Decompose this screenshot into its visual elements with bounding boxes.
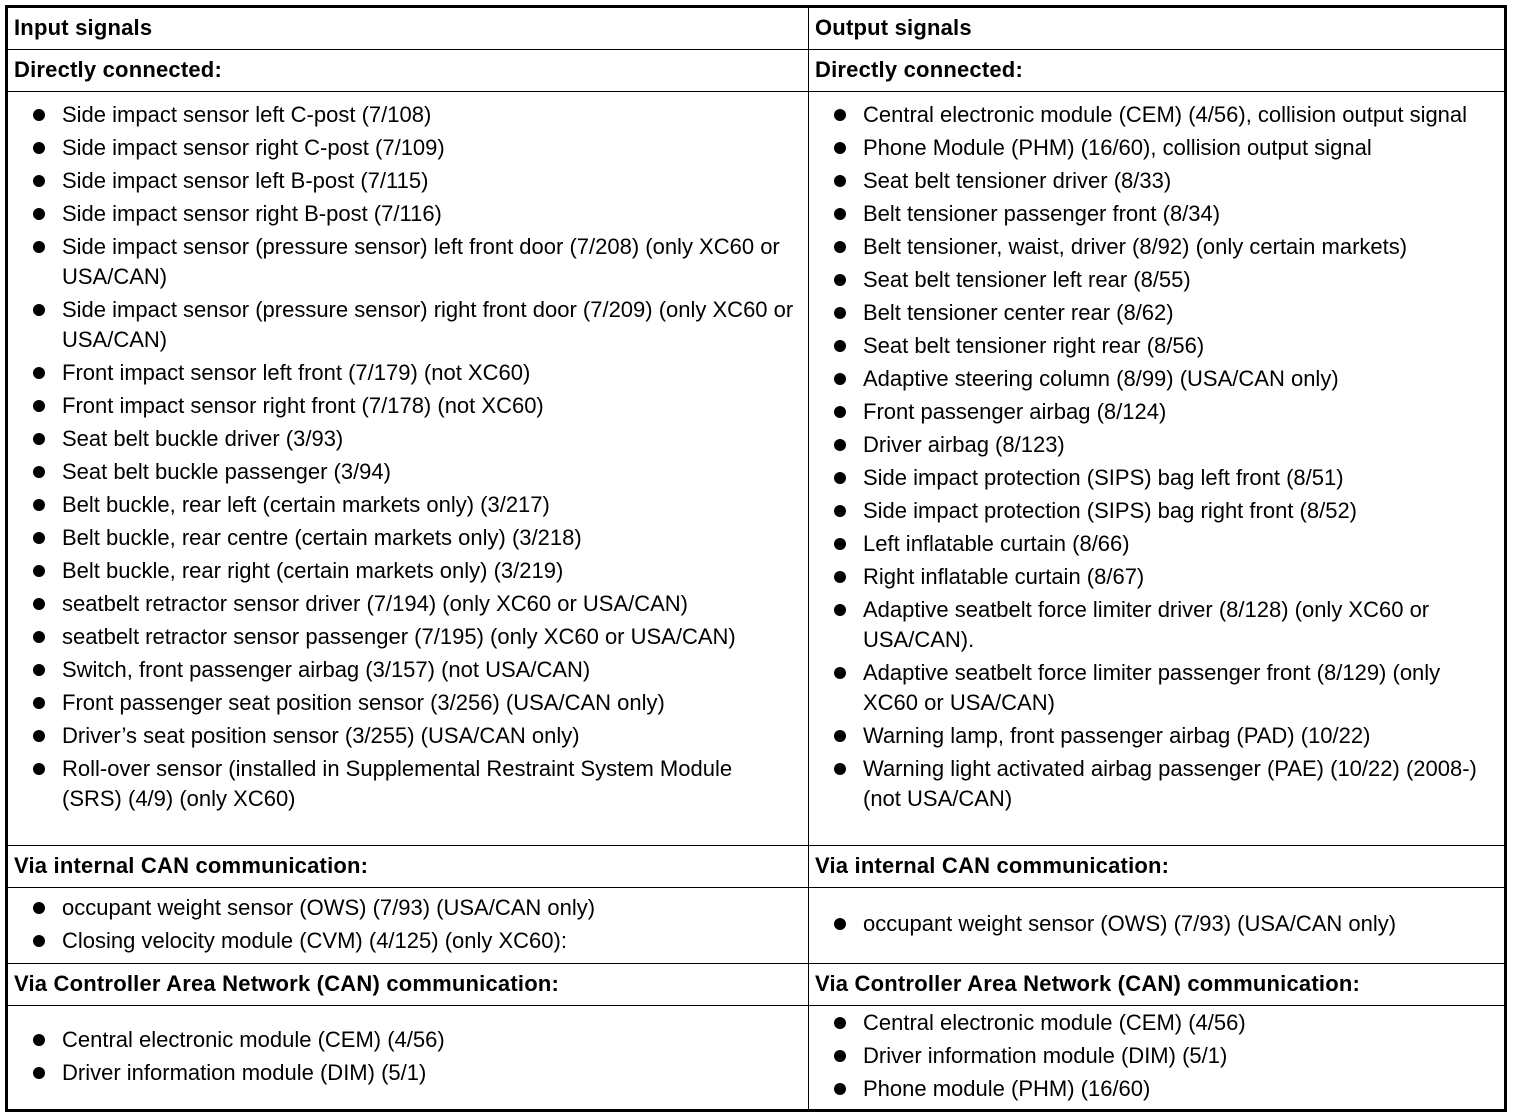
signal-list-item: Side impact sensor right C-post (7/109)	[8, 133, 808, 163]
output-list-cell	[809, 888, 1504, 964]
signal-list-item: Front impact sensor left front (7/179) (not XC60)	[8, 358, 808, 388]
output-list	[809, 909, 1504, 942]
section-heading-input: Directly connected:	[8, 50, 809, 92]
signal-list-item: Belt tensioner passenger front (8/34)	[809, 199, 1504, 229]
input-list	[8, 893, 808, 959]
column-header-output: Output signals	[809, 8, 1504, 50]
signal-list-item: seatbelt retractor sensor driver (7/194) (only XC60 or USA/CAN)	[8, 589, 808, 619]
signal-list-item: Warning lamp, front passenger airbag (PAD) (10/22)	[809, 721, 1504, 751]
signal-list-item: Seat belt tensioner driver (8/33)	[809, 166, 1504, 196]
signals-table	[5, 5, 1507, 1112]
signal-list-item: Phone Module (PHM) (16/60), collision output signal	[809, 133, 1504, 163]
signal-list-item: Seat belt tensioner right rear (8/56)	[809, 331, 1504, 361]
section-heading-output: Via Controller Area Network (CAN) communication:	[809, 964, 1504, 1006]
signal-list-item: Phone module (PHM) (16/60)	[809, 1074, 1504, 1104]
signal-list-item: Side impact sensor (pressure sensor) right front door (7/209) (only XC60 or USA/CAN)	[8, 295, 808, 355]
signal-list-item: Adaptive steering column (8/99) (USA/CAN only)	[809, 364, 1504, 394]
signal-list-item: Switch, front passenger airbag (3/157) (not USA/CAN)	[8, 655, 808, 685]
signal-list-item: occupant weight sensor (OWS) (7/93) (USA/CAN only)	[8, 893, 808, 923]
signal-list-item: Belt buckle, rear centre (certain markets only) (3/218)	[8, 523, 808, 553]
signal-list-item: Driver airbag (8/123)	[809, 430, 1504, 460]
input-list-cell	[8, 1006, 809, 1109]
section-heading-output: Via internal CAN communication:	[809, 846, 1504, 888]
signal-list-item: Front passenger seat position sensor (3/256) (USA/CAN only)	[8, 688, 808, 718]
output-list-cell	[809, 92, 1504, 846]
signal-list-item: Side impact sensor left B-post (7/115)	[8, 166, 808, 196]
signal-list-item: Side impact sensor right B-post (7/116)	[8, 199, 808, 229]
signal-list-item: Belt tensioner, waist, driver (8/92) (only certain markets)	[809, 232, 1504, 262]
input-list-cell	[8, 92, 809, 846]
signal-list-item: Belt buckle, rear left (certain markets only) (3/217)	[8, 490, 808, 520]
signal-list-item: Left inflatable curtain (8/66)	[809, 529, 1504, 559]
section-heading-input: Via Controller Area Network (CAN) communication:	[8, 964, 809, 1006]
signal-list-item: Central electronic module (CEM) (4/56)	[809, 1008, 1504, 1038]
section-heading-input: Via internal CAN communication:	[8, 846, 809, 888]
signal-list-item: Side impact protection (SIPS) bag right front (8/52)	[809, 496, 1504, 526]
signal-list-item: Side impact sensor left C-post (7/108)	[8, 100, 808, 130]
signal-list-item: occupant weight sensor (OWS) (7/93) (USA/CAN only)	[809, 909, 1504, 939]
output-list	[809, 1008, 1504, 1107]
signal-list-item: Side impact protection (SIPS) bag left front (8/51)	[809, 463, 1504, 493]
signal-list-item: Central electronic module (CEM) (4/56), collision output signal	[809, 100, 1504, 130]
signal-list-item: Warning light activated airbag passenger (PAE) (10/22) (2008-) (not USA/CAN)	[809, 754, 1504, 814]
signal-list-item: Central electronic module (CEM) (4/56)	[8, 1025, 808, 1055]
signal-list-item: Adaptive seatbelt force limiter driver (8/128) (only XC60 or USA/CAN).	[809, 595, 1504, 655]
signal-list-item: Adaptive seatbelt force limiter passenger front (8/129) (only XC60 or USA/CAN)	[809, 658, 1504, 718]
signal-list-item: Roll-over sensor (installed in Supplemental Restraint System Module (SRS) (4/9) (only XC60)	[8, 754, 808, 814]
section-heading-output: Directly connected:	[809, 50, 1504, 92]
signal-list-item: Seat belt buckle passenger (3/94)	[8, 457, 808, 487]
signal-list-item: Closing velocity module (CVM) (4/125) (only XC60):	[8, 926, 808, 956]
signal-list-item: Seat belt buckle driver (3/93)	[8, 424, 808, 454]
signal-list-item: Driver information module (DIM) (5/1)	[809, 1041, 1504, 1071]
output-list-cell	[809, 1006, 1504, 1109]
input-list-cell	[8, 888, 809, 964]
signal-list-item: Belt buckle, rear right (certain markets only) (3/219)	[8, 556, 808, 586]
signal-list-item: Front passenger airbag (8/124)	[809, 397, 1504, 427]
signal-list-item: seatbelt retractor sensor passenger (7/195) (only XC60 or USA/CAN)	[8, 622, 808, 652]
signal-list-item: Belt tensioner center rear (8/62)	[809, 298, 1504, 328]
signal-list-item: Seat belt tensioner left rear (8/55)	[809, 265, 1504, 295]
input-list	[8, 100, 808, 814]
signal-list-item: Front impact sensor right front (7/178) (not XC60)	[8, 391, 808, 421]
input-list	[8, 1025, 808, 1091]
signal-list-item: Driver information module (DIM) (5/1)	[8, 1058, 808, 1088]
signal-list-item: Driver’s seat position sensor (3/255) (USA/CAN only)	[8, 721, 808, 751]
column-header-input: Input signals	[8, 8, 809, 50]
signal-list-item: Side impact sensor (pressure sensor) left front door (7/208) (only XC60 or USA/CAN)	[8, 232, 808, 292]
signal-list-item: Right inflatable curtain (8/67)	[809, 562, 1504, 592]
output-list	[809, 100, 1504, 814]
